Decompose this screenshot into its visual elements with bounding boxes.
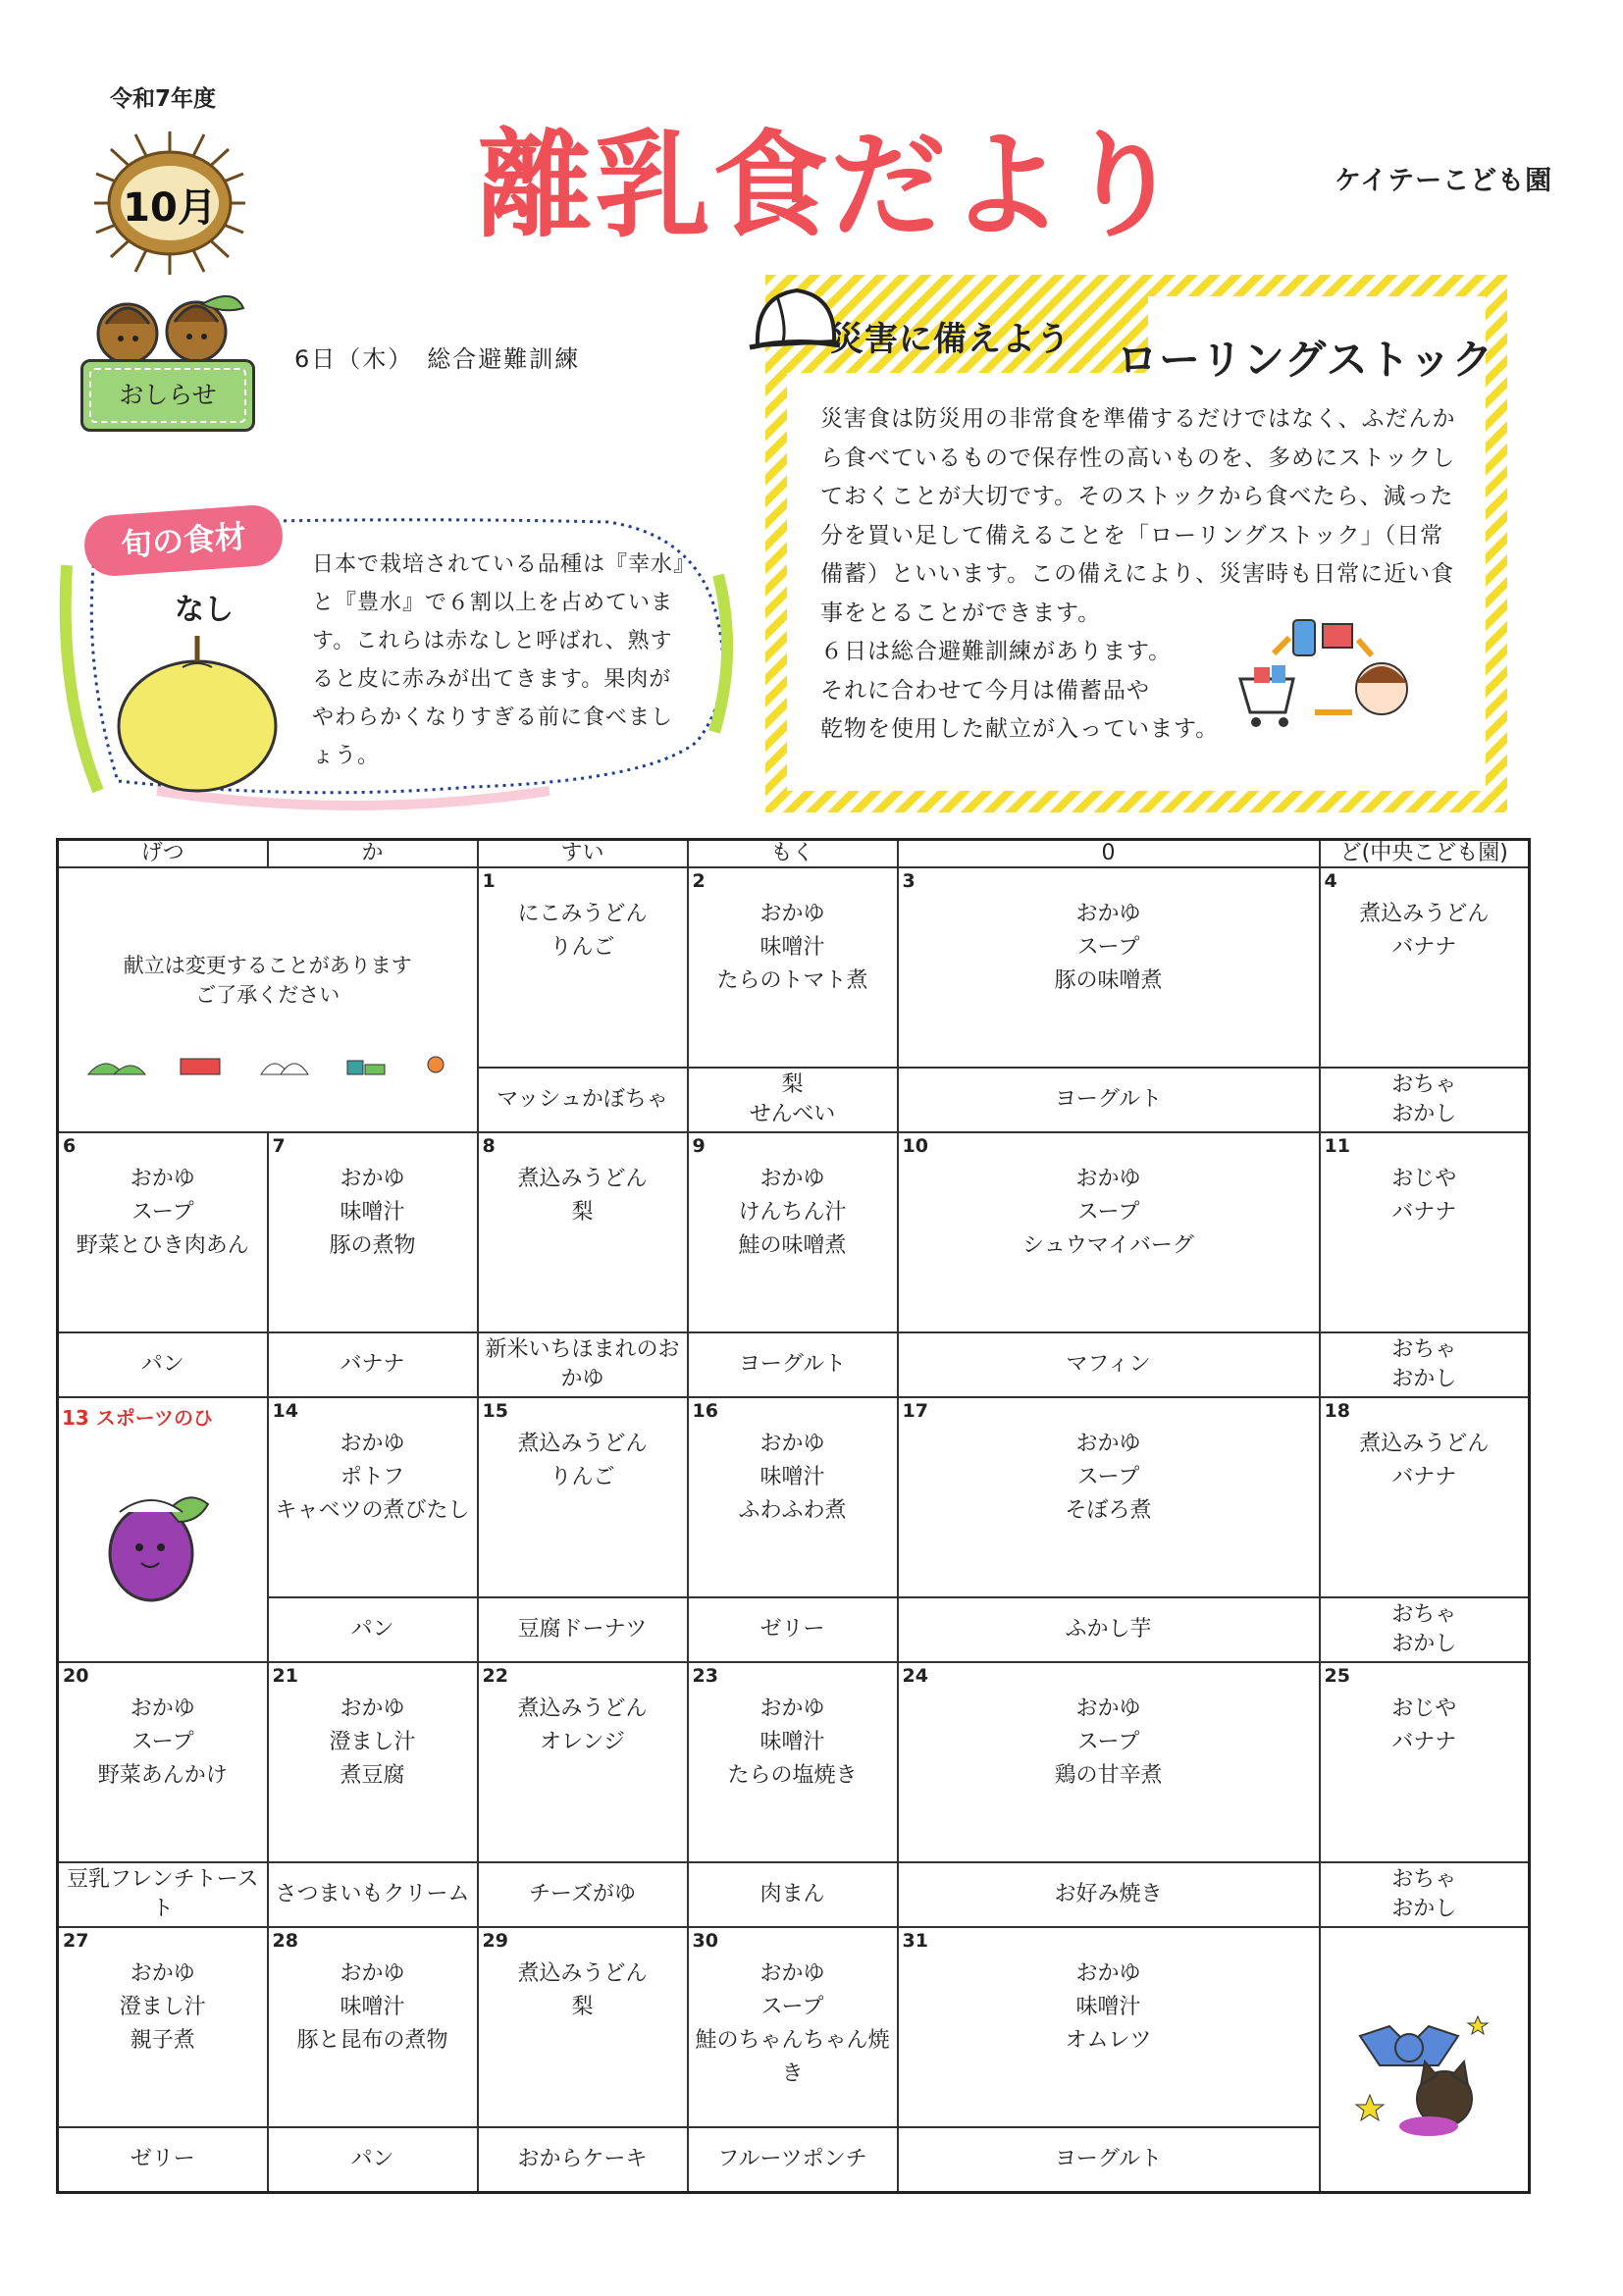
organization-name: ケイテーこども園 [1335,166,1553,196]
snack-cell [688,1068,898,1132]
disaster-line: 分を買い足して備えることを「ローリングストック」（日常 [820,522,1444,548]
disaster-line: 災害食は防災用の非常食を準備するだけではなく、ふだんか [820,406,1456,432]
menu-cell [268,1662,478,1862]
menu-item: 野菜とひき肉あん [76,1233,249,1258]
snack-cell: ゼリー [688,1597,898,1662]
disaster-line: それに合わせて今月は備蓄品や [820,677,1150,704]
menu-item: おかゆ [340,1167,405,1191]
day-number: 11 [1324,1135,1350,1157]
day-header-sat: ど(中央こども園) [1320,840,1530,868]
menu-item: 煮込みうどん [517,1696,648,1721]
day-number: 18 [1324,1400,1350,1422]
day-number: 23 [692,1665,718,1687]
day-number: 30 [692,1930,718,1952]
menu-item: おかゆ [759,1961,825,1986]
menu-item: おかゆ [340,1961,405,1986]
menu-cell [1320,1397,1530,1597]
menu-item: 味噌汁 [759,1465,825,1489]
menu-item: りんご [550,935,615,960]
menu-item: 煮込みうどん [1359,902,1490,926]
snack-cell: おからケーキ [478,2127,688,2192]
pear-icon [114,632,281,795]
day-number: 7 [272,1135,286,1157]
fiscal-year: 令和7年度 [110,86,217,112]
day-header-mon: げつ [58,840,268,868]
menu-item: 煮込みうどん [517,1961,648,1986]
day-number: 6 [63,1135,77,1157]
table-row [58,1927,1530,2127]
menu-item: おじや [1391,1167,1457,1191]
menu-item: スープ [131,1200,194,1225]
disaster-line: 乾物を使用した献立が入っています。 [820,716,1220,742]
snack-cell: 豆腐ドーナツ [478,1597,688,1662]
menu-cell [1320,867,1530,1068]
menu-cell [268,1132,478,1332]
disaster-line: 事をとることができます。 [820,600,1102,626]
menu-item: キャベツの煮びたし [275,1498,470,1523]
day-number: 2 [692,870,706,892]
menu-item: 煮込みうどん [1359,1432,1490,1456]
menu-item: 鮭の味噌煮 [738,1233,847,1258]
chestnut-characters-icon [86,285,253,365]
menu-cell [688,867,898,1068]
menu-item: 梨 [571,1995,594,2019]
notice-label: おしらせ [119,381,217,409]
menu-item: にこみうどん [517,902,648,926]
menu-note-cell [58,867,478,1132]
menu-item: バナナ [1391,1465,1457,1489]
disaster-line: ６日は総合避難訓練があります。 [820,639,1173,664]
day-number: 3 [902,870,916,892]
menu-cell [58,1132,268,1332]
menu-item: スープ [760,1995,824,2019]
menu-item: 味噌汁 [340,1995,405,2019]
menu-item: おかゆ [1075,1432,1141,1456]
day-number: 4 [1324,870,1337,892]
day-number: 25 [1324,1665,1350,1687]
menu-item: 澄まし汁 [329,1730,416,1754]
menu-cell [268,1397,478,1597]
snack-row [58,1862,1530,1927]
menu-item: おかゆ [759,902,825,926]
snack-cell: パン [268,1597,478,1662]
rolling-stock-icon [1234,610,1427,740]
day-number: 21 [272,1665,298,1687]
day-header-tue: か [268,840,478,868]
menu-item: おかゆ [1075,902,1141,926]
snack-cell: 豆乳フレンチトースト [58,1862,268,1927]
snack-row [58,2127,1530,2192]
sweet-potato-character-icon [100,1483,218,1610]
menu-item: おかゆ [340,1696,405,1721]
menu-item: スープ [1076,1465,1140,1489]
menu-item: 煮込みうどん [517,1167,648,1191]
day-number: 17 [902,1400,928,1422]
menu-item: スープ [1076,1730,1140,1754]
decorative-vehicles-icon [86,1051,459,1078]
menu-cell [478,1662,688,1862]
menu-item: バナナ [1391,935,1457,960]
snack-text: おちゃ おかし [1391,1337,1457,1391]
day-number: 29 [482,1930,508,1952]
snack-cell: マフィン [898,1332,1320,1397]
day-header-wed: すい [478,840,688,868]
menu-item: 味噌汁 [340,1200,405,1225]
menu-item: オレンジ [540,1730,625,1754]
day-number: 15 [482,1400,508,1422]
day-number: 10 [902,1135,928,1157]
snack-cell: お好み焼き [898,1862,1320,1927]
snack-cell: ふかし芋 [898,1597,1320,1662]
notice-text: 6日（木） 総合避難訓練 [294,345,581,373]
menu-cell [478,1397,688,1597]
menu-cell [688,1132,898,1332]
snack-cell: バナナ [268,1332,478,1397]
disaster-tag: 災害に備えよう [830,320,1071,359]
menu-item: おかゆ [340,1432,405,1456]
day-number: 14 [272,1400,298,1422]
menu-cell [478,867,688,1068]
menu-item: ポトフ [340,1465,405,1489]
day-number: 9 [692,1135,706,1157]
snack-cell: マッシュかぼちゃ [478,1068,688,1132]
menu-item: 煮豆腐 [340,1763,405,1788]
menu-item: おじや [1391,1696,1457,1721]
menu-cell [478,1132,688,1332]
menu-item: 鶏の甘辛煮 [1054,1763,1163,1788]
seasonal-description: 日本で栽培されている品種は『幸水』と『豊水』で６割以上を占めています。これらは赤なしと呼ばれ、熟すると皮に赤みが出てきます。果肉がやわらかくなりすぎる前に食べましょう。 [312,552,686,768]
menu-item: おかゆ [1075,1167,1141,1191]
page-title: 離乳食だより [477,118,1184,253]
helmet-icon [748,277,842,365]
table-row [58,867,1530,1068]
snack-cell: ゼリー [58,2127,268,2192]
menu-item: おかゆ [130,1696,195,1721]
menu-item: りんご [550,1465,615,1489]
menu-item: たらのトマト煮 [716,968,868,993]
day-number: 1 [482,870,496,892]
menu-item: オムレツ [1065,2028,1152,2053]
halloween-bat-cat-icon [1350,1997,1497,2144]
day-number: 24 [902,1665,928,1687]
menu-item: 鮭のちゃんちゃん焼き [695,2028,890,2086]
snack-text: 梨 せんべい [749,1072,836,1126]
menu-cell [688,1397,898,1597]
menu-item: バナナ [1391,1200,1457,1225]
menu-item: 澄まし汁 [119,1995,206,2019]
menu-item: おかゆ [759,1167,825,1191]
snack-cell: さつまいもクリーム [268,1862,478,1927]
day-number: 8 [482,1135,496,1157]
menu-cell [898,1397,1320,1597]
menu-item: 味噌汁 [1075,1995,1141,2019]
snack-row [58,1332,1530,1397]
menu-cell [898,867,1320,1068]
menu-item: そぼろ煮 [1065,1498,1152,1523]
disaster-line: 備蓄）といいます。この備えにより、災害時も日常に近い食 [820,561,1455,587]
snack-cell [1320,1597,1530,1662]
menu-item: おかゆ [759,1696,825,1721]
day-number: 27 [63,1930,89,1952]
snack-cell: パン [268,2127,478,2192]
menu-item: おかゆ [130,1167,195,1191]
menu-item: 親子煮 [130,2028,195,2053]
menu-note-line: ご了承ください [195,983,340,1007]
menu-cell [58,1662,268,1862]
snack-text: おちゃ おかし [1391,1072,1457,1126]
menu-item: 野菜あんかけ [97,1763,228,1788]
menu-item: スープ [1076,935,1140,960]
notice-label-box [80,359,255,432]
table-row [58,1132,1530,1332]
snack-text: おちゃ おかし [1391,1602,1457,1656]
menu-item: 味噌汁 [759,935,825,960]
menu-item: けんちん汁 [738,1200,847,1225]
month-label: 10月 [123,185,217,231]
menu-table [56,838,1531,2194]
menu-note-line: 献立は変更することがあります [123,954,412,977]
seasonal-tag: 旬の食材 [82,503,285,578]
day-number: 16 [692,1400,718,1422]
snack-cell [1320,1332,1530,1397]
menu-item: スープ [1076,1200,1140,1225]
snack-cell [1320,1862,1530,1927]
day-number: 20 [63,1665,89,1687]
menu-cell [898,1662,1320,1862]
menu-item: ふわふわ煮 [738,1498,847,1523]
snack-cell: 肉まん [688,1862,898,1927]
menu-item: おかゆ [130,1961,195,1986]
menu-item: 豚の煮物 [329,1233,416,1258]
holiday-label: 13 スポーツのひ [62,1406,213,1430]
menu-item: おかゆ [1075,1696,1141,1721]
day-number: 28 [272,1930,298,1952]
menu-item: バナナ [1391,1730,1457,1754]
day-header-thu: もく [688,840,898,868]
menu-item: シュウマイバーグ [1022,1233,1194,1258]
menu-cell [58,1927,268,2127]
menu-item: 豚の味噌煮 [1054,968,1163,993]
menu-item: 豚と昆布の煮物 [296,2028,448,2053]
holiday-cell [58,1397,268,1662]
decoration-cell [1320,1927,1530,2192]
menu-cell [478,1927,688,2127]
snack-cell: フルーツポンチ [688,2127,898,2192]
snack-cell: ヨーグルト [898,1068,1320,1132]
disaster-line: ておくことが大切です。そのストックから食べたら、減った [820,484,1454,509]
menu-item: おかゆ [1075,1961,1141,1986]
menu-cell [1320,1132,1530,1332]
menu-cell [898,1927,1320,2127]
table-row [58,1397,1530,1597]
menu-cell [688,1662,898,1862]
menu-cell [1320,1662,1530,1862]
snack-text: おちゃ おかし [1391,1867,1457,1921]
disaster-title: ローリングストック [1117,336,1494,384]
table-row [58,1662,1530,1862]
menu-item: 梨 [571,1200,594,1225]
snack-cell: パン [58,1332,268,1397]
table-header-row [58,840,1530,868]
menu-cell [688,1927,898,2127]
snack-cell: ヨーグルト [688,1332,898,1397]
disaster-line: ら食べているもので保存性の高いものを、多めにストックし [820,444,1456,471]
snack-row [58,1597,1530,1662]
day-number: 22 [482,1665,508,1687]
menu-item: たらの塩焼き [727,1763,858,1788]
snack-cell: 新米いちほまれのおかゆ [478,1332,688,1397]
menu-cell [268,1927,478,2127]
month-badge [86,130,253,277]
snack-cell: ヨーグルト [898,2127,1320,2192]
seasonal-food-name: なし [175,593,234,627]
menu-item: スープ [131,1730,194,1754]
day-header-fri: 0 [898,840,1320,868]
menu-item: 煮込みうどん [517,1432,648,1456]
snack-cell [1320,1068,1530,1132]
snack-cell: チーズがゆ [478,1862,688,1927]
menu-item: 味噌汁 [759,1730,825,1754]
menu-cell [898,1132,1320,1332]
menu-item: おかゆ [759,1432,825,1456]
day-number: 31 [902,1930,928,1952]
